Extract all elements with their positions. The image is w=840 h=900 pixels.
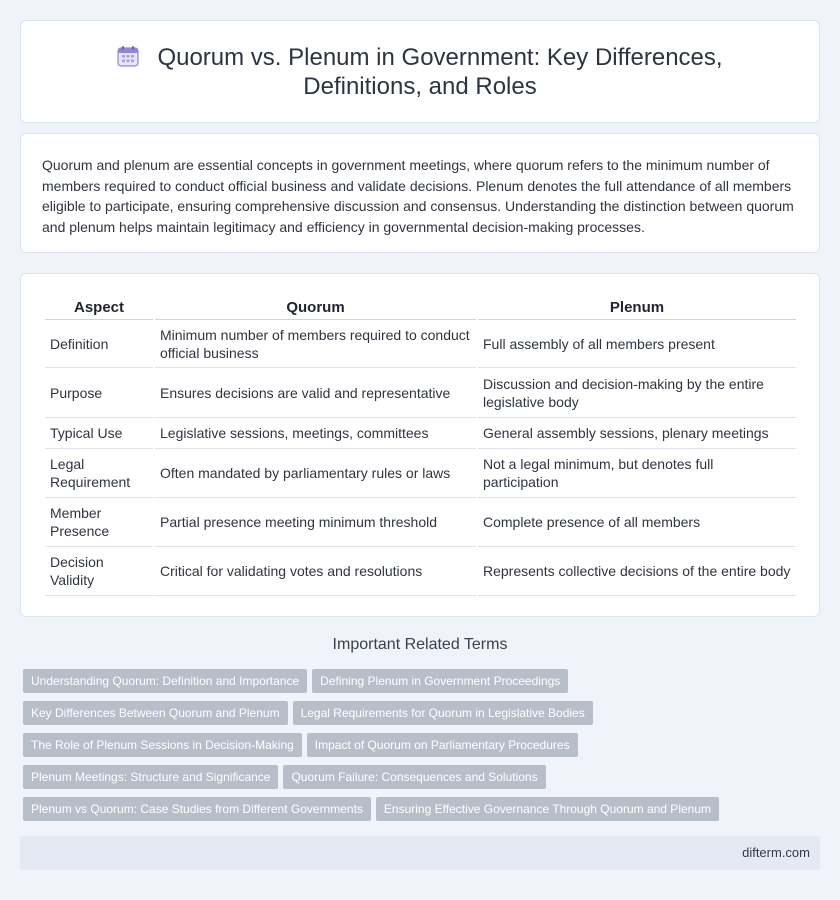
tag-row — [23, 669, 803, 701]
plenum-cell: Discussion and decision-making by the entire legislative body — [478, 368, 796, 418]
tag-row — [23, 733, 803, 765]
table-row — [45, 498, 796, 547]
related-term-link[interactable]: Plenum Meetings: Structure and Significance — [23, 765, 278, 789]
table-row — [45, 368, 796, 418]
aspect-cell: Member Presence — [45, 498, 153, 547]
plenum-cell: Full assembly of all members present — [478, 320, 796, 368]
related-term-link[interactable]: Legal Requirements for Quorum in Legislative Bodies — [293, 701, 593, 725]
aspect-cell: Definition — [45, 320, 153, 368]
plenum-cell: Complete presence of all members — [478, 498, 796, 547]
header-aspect: Aspect — [45, 296, 153, 320]
related-term-link[interactable]: The Role of Plenum Sessions in Decision-Making — [23, 733, 302, 757]
header-plenum: Plenum — [478, 296, 796, 320]
quorum-cell: Ensures decisions are valid and representative — [155, 368, 476, 418]
plenum-cell: General assembly sessions, plenary meetings — [478, 418, 796, 449]
quorum-cell: Often mandated by parliamentary rules or laws — [155, 449, 476, 498]
table-row — [45, 320, 796, 368]
comparison-table — [43, 296, 798, 596]
quorum-cell: Legislative sessions, meetings, committees — [155, 418, 476, 449]
footer-site-link[interactable]: difterm.com — [742, 845, 810, 860]
tag-row — [23, 701, 803, 733]
plenum-cell: Represents collective decisions of the entire body — [478, 547, 796, 596]
table-row — [45, 449, 796, 498]
related-terms-heading: Important Related Terms — [332, 636, 508, 653]
tag-row — [23, 797, 803, 829]
related-term-link[interactable]: Understanding Quorum: Definition and Importance — [23, 669, 307, 693]
aspect-cell: Decision Validity — [45, 547, 153, 596]
related-terms-list — [23, 669, 803, 829]
quorum-cell: Minimum number of members required to conduct official business — [155, 320, 476, 368]
aspect-cell: Purpose — [45, 368, 153, 418]
table-header-row — [45, 296, 796, 320]
tag-row — [23, 765, 803, 797]
quorum-cell: Critical for validating votes and resolutions — [155, 547, 476, 596]
plenum-cell: Not a legal minimum, but denotes full participation — [478, 449, 796, 498]
intro-card — [20, 133, 820, 253]
quorum-cell: Partial presence meeting minimum threshold — [155, 498, 476, 547]
related-term-link[interactable]: Ensuring Effective Governance Through Quorum and Plenum — [376, 797, 719, 821]
comparison-card — [20, 273, 820, 617]
aspect-cell: Legal Requirement — [45, 449, 153, 498]
related-term-link[interactable]: Defining Plenum in Government Proceedings — [312, 669, 568, 693]
intro-paragraph: Quorum and plenum are essential concepts in government meetings, where quorum refers to the minimum number of members required to conduct official business and validate decisions. Plenum denotes the full attendance of all members eligible to participate, ensuring comprehensive discussion and consensus. Understanding the distinction between quorum and plenum helps maintain legitimacy and efficiency in governmental decision-making processes. — [42, 157, 794, 235]
page-title: Quorum vs. Plenum in Government: Key Differences, Definitions, and Roles — [157, 44, 723, 100]
page-title-wrap — [61, 43, 779, 101]
related-term-link[interactable]: Impact of Quorum on Parliamentary Procedures — [307, 733, 578, 757]
header-quorum: Quorum — [155, 296, 476, 320]
related-term-link[interactable]: Plenum vs Quorum: Case Studies from Different Governments — [23, 797, 371, 821]
calendar-icon — [117, 45, 139, 67]
table-row — [45, 418, 796, 449]
table-row — [45, 547, 796, 596]
related-term-link[interactable]: Quorum Failure: Consequences and Solutions — [283, 765, 545, 789]
related-term-link[interactable]: Key Differences Between Quorum and Plenum — [23, 701, 288, 725]
title-card — [20, 20, 820, 123]
aspect-cell: Typical Use — [45, 418, 153, 449]
footer — [20, 836, 820, 870]
